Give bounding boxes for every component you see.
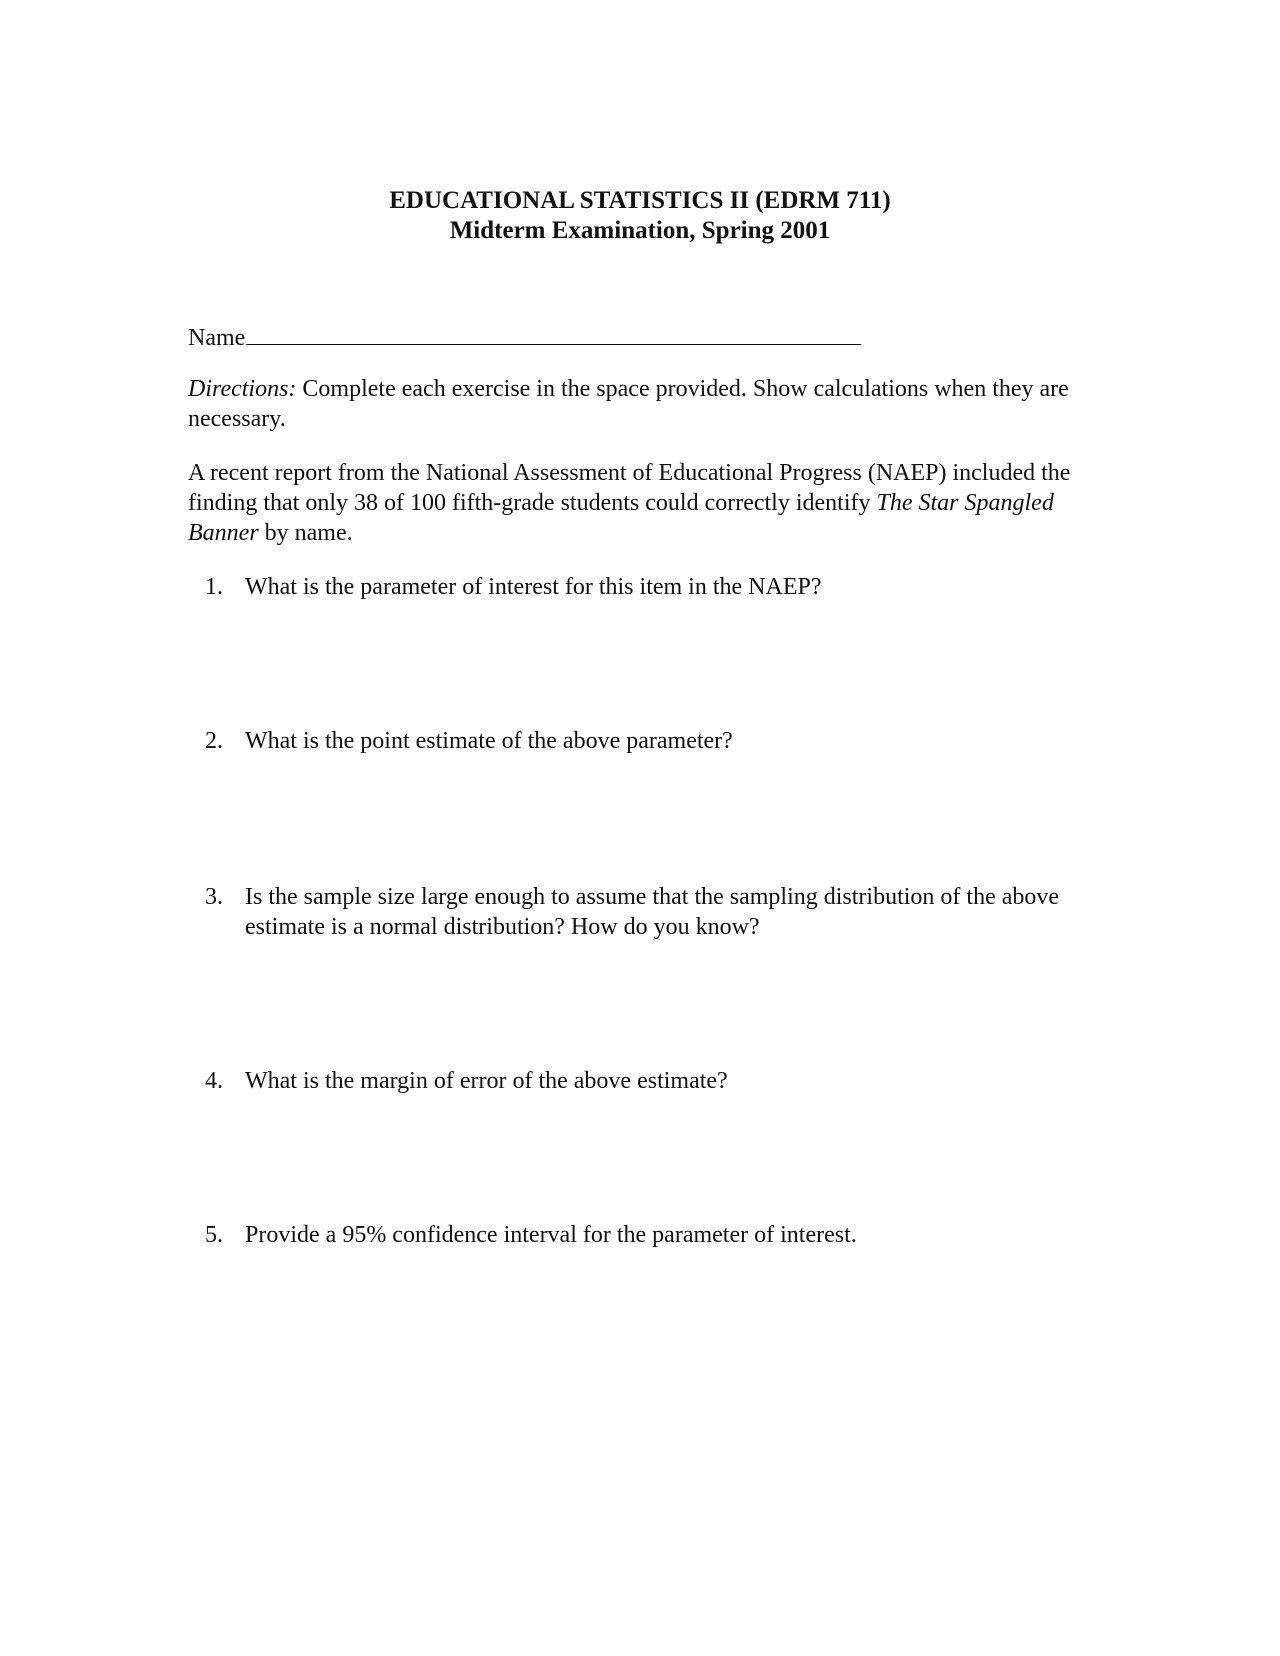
question-number: 4.	[205, 1068, 223, 1094]
question-number: 3.	[205, 884, 223, 910]
intro-text-before: A recent report from the National Assessment of Educational Progress (NAEP) included the finding that only 38 of 100 fifth-grade students could correctly identify	[188, 460, 1071, 516]
name-field[interactable]	[188, 322, 861, 353]
question-number: 5.	[205, 1222, 223, 1248]
question-text: What is the point estimate of the above parameter?	[245, 728, 733, 754]
question-5	[205, 1220, 1085, 1250]
name-blank-line[interactable]	[246, 322, 861, 345]
exam-header	[0, 186, 1280, 246]
question-3	[205, 882, 1085, 942]
question-4	[205, 1066, 1085, 1096]
intro-paragraph	[188, 458, 1088, 548]
question-text: What is the margin of error of the above estimate?	[245, 1068, 728, 1094]
directions-paragraph	[188, 374, 1088, 434]
question-text: Provide a 95% confidence interval for the parameter of interest.	[245, 1222, 857, 1248]
directions-text: Complete each exercise in the space provided. Show calculations when they are necessary.	[188, 376, 1069, 432]
question-1	[205, 572, 1085, 602]
exam-subtitle: Midterm Examination, Spring 2001	[449, 217, 831, 244]
question-text: What is the parameter of interest for this item in the NAEP?	[245, 574, 822, 600]
intro-song-title: The Star Spangled Banner	[188, 490, 1054, 546]
directions-label: Directions:	[188, 376, 297, 402]
question-2	[205, 726, 1085, 756]
name-label: Name	[188, 325, 246, 351]
exam-title: EDUCATIONAL STATISTICS II (EDRM 711)	[389, 187, 891, 214]
question-number: 2.	[205, 728, 223, 754]
question-number: 1.	[205, 574, 223, 600]
intro-text-after: by name.	[258, 520, 353, 546]
question-text: Is the sample size large enough to assume that the sampling distribution of the above estimate is a normal distribution? How do you know?	[245, 884, 1060, 940]
